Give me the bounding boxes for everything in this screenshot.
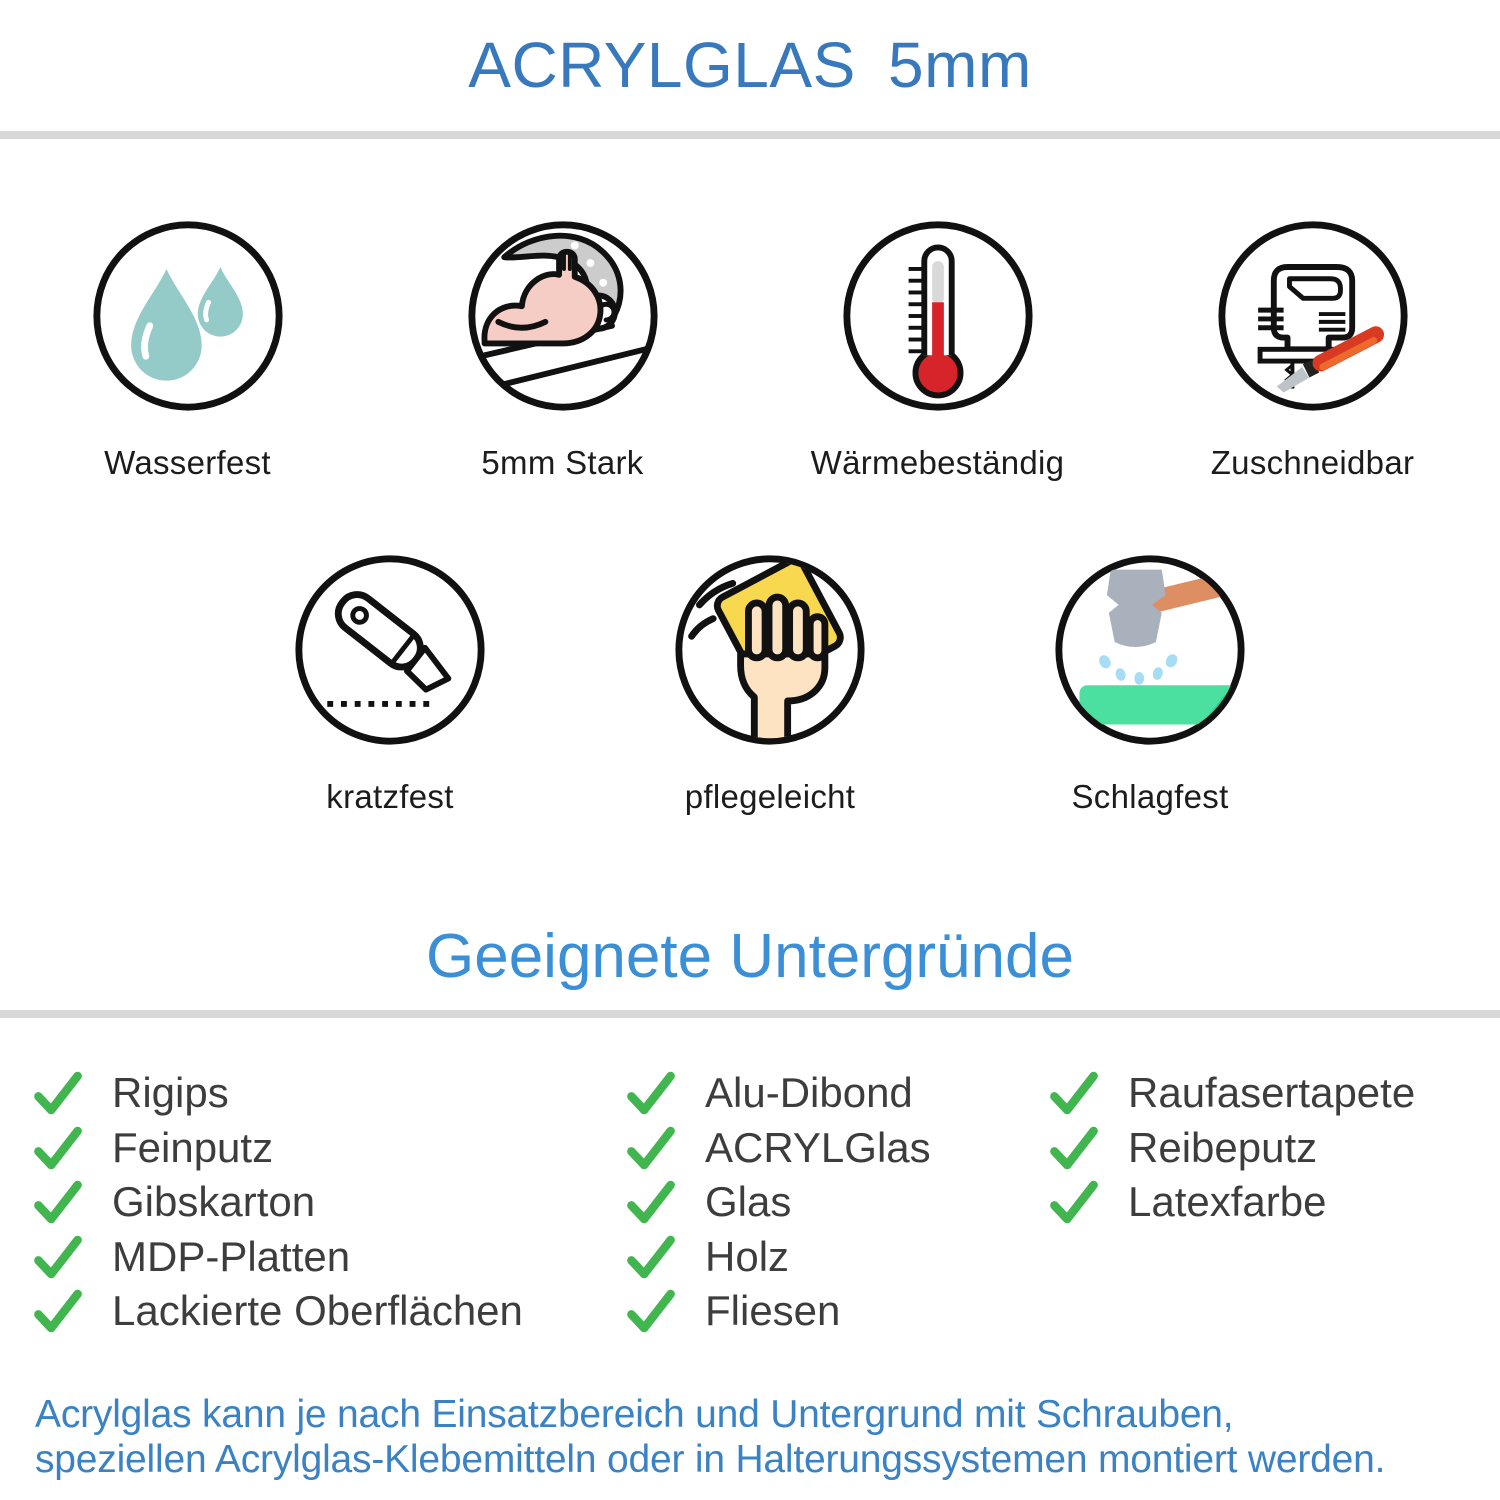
check-icon	[625, 1288, 677, 1334]
thermometer-icon	[840, 218, 1036, 414]
check-icon	[625, 1070, 677, 1116]
feature-kratzfest	[200, 552, 580, 816]
feature-label: pflegeleicht	[684, 778, 856, 815]
mounting-note-line-2: speziellen Acrylglas-Klebemitteln oder in Halterungssystemen montiert werden.	[35, 1438, 1386, 1481]
check-icon	[1048, 1070, 1100, 1116]
substrates-column-1	[32, 1066, 523, 1339]
list-item	[625, 1121, 931, 1176]
feature-row-1	[0, 218, 1500, 482]
jigsaw-cutter-icon	[1215, 218, 1411, 414]
list-item	[1048, 1175, 1415, 1230]
substrates-heading: Geeignete Untergründe	[425, 922, 1074, 991]
utility-knife-icon	[292, 552, 488, 748]
feature-label: kratzfest	[326, 778, 454, 815]
feature-schlagfest	[960, 552, 1340, 816]
list-item-label: Holz	[705, 1232, 790, 1280]
check-icon	[625, 1179, 677, 1225]
check-icon	[32, 1234, 84, 1280]
list-item	[625, 1230, 931, 1285]
list-item	[625, 1066, 931, 1121]
list-item-label: Raufasertapete	[1128, 1069, 1416, 1117]
check-icon	[625, 1125, 677, 1171]
list-item	[32, 1066, 523, 1121]
feature-zuschneidbar	[1125, 218, 1500, 482]
list-item	[1048, 1121, 1415, 1176]
feature-wasserfest	[0, 218, 375, 482]
feature-label: Wärmebeständig	[810, 444, 1065, 481]
list-item-label: Latexfarbe	[1128, 1178, 1327, 1226]
substrates-column-3	[1048, 1066, 1415, 1230]
divider-middle	[0, 1010, 1500, 1018]
feature-row-2	[200, 552, 1340, 816]
list-item-label: Fliesen	[705, 1287, 841, 1335]
mounting-note-line-1: Acrylglas kann je nach Einsatzbereich und Untergrund mit Schrauben,	[35, 1393, 1234, 1436]
page-title: ACRYLGLAS 5mm	[468, 29, 1032, 101]
list-item-label: MDP-Platten	[112, 1232, 351, 1280]
check-icon	[625, 1234, 677, 1280]
check-icon	[32, 1070, 84, 1116]
feature-label: Zuschneidbar	[1210, 444, 1415, 481]
list-item-label: ACRYLGlas	[705, 1123, 931, 1171]
list-item-label: Feinputz	[112, 1123, 274, 1171]
list-item-label: Reibeputz	[1128, 1123, 1318, 1171]
list-item-label: Glas	[705, 1178, 792, 1226]
list-item	[32, 1121, 523, 1176]
check-icon	[32, 1125, 84, 1171]
feature-5mm-stark	[375, 218, 750, 482]
water-drops-icon	[90, 218, 286, 414]
check-icon	[32, 1288, 84, 1334]
list-item-label: Gibskarton	[112, 1178, 316, 1226]
feature-pflegeleicht	[580, 552, 960, 816]
divider-top	[0, 131, 1500, 139]
list-item-label: Rigips	[112, 1069, 229, 1117]
list-item	[32, 1284, 523, 1339]
hand-cloth-icon	[672, 552, 868, 748]
list-item	[625, 1175, 931, 1230]
check-icon	[32, 1179, 84, 1225]
mounting-note	[35, 1392, 1475, 1482]
hammer-impact-icon	[1052, 552, 1248, 748]
check-icon	[1048, 1125, 1100, 1171]
list-item	[625, 1284, 931, 1339]
feature-label: Schlagfest	[1071, 778, 1229, 815]
flexed-arm-roll-icon	[465, 218, 661, 414]
feature-label: 5mm Stark	[481, 444, 644, 481]
substrates-column-2	[625, 1066, 931, 1339]
feature-waermebestaendig	[750, 218, 1125, 482]
check-icon	[1048, 1179, 1100, 1225]
list-item	[32, 1230, 523, 1285]
list-item-label: Alu-Dibond	[705, 1069, 913, 1117]
list-item	[1048, 1066, 1415, 1121]
list-item	[32, 1175, 523, 1230]
list-item-label: Lackierte Oberflächen	[112, 1287, 523, 1335]
feature-label: Wasserfest	[104, 444, 271, 481]
